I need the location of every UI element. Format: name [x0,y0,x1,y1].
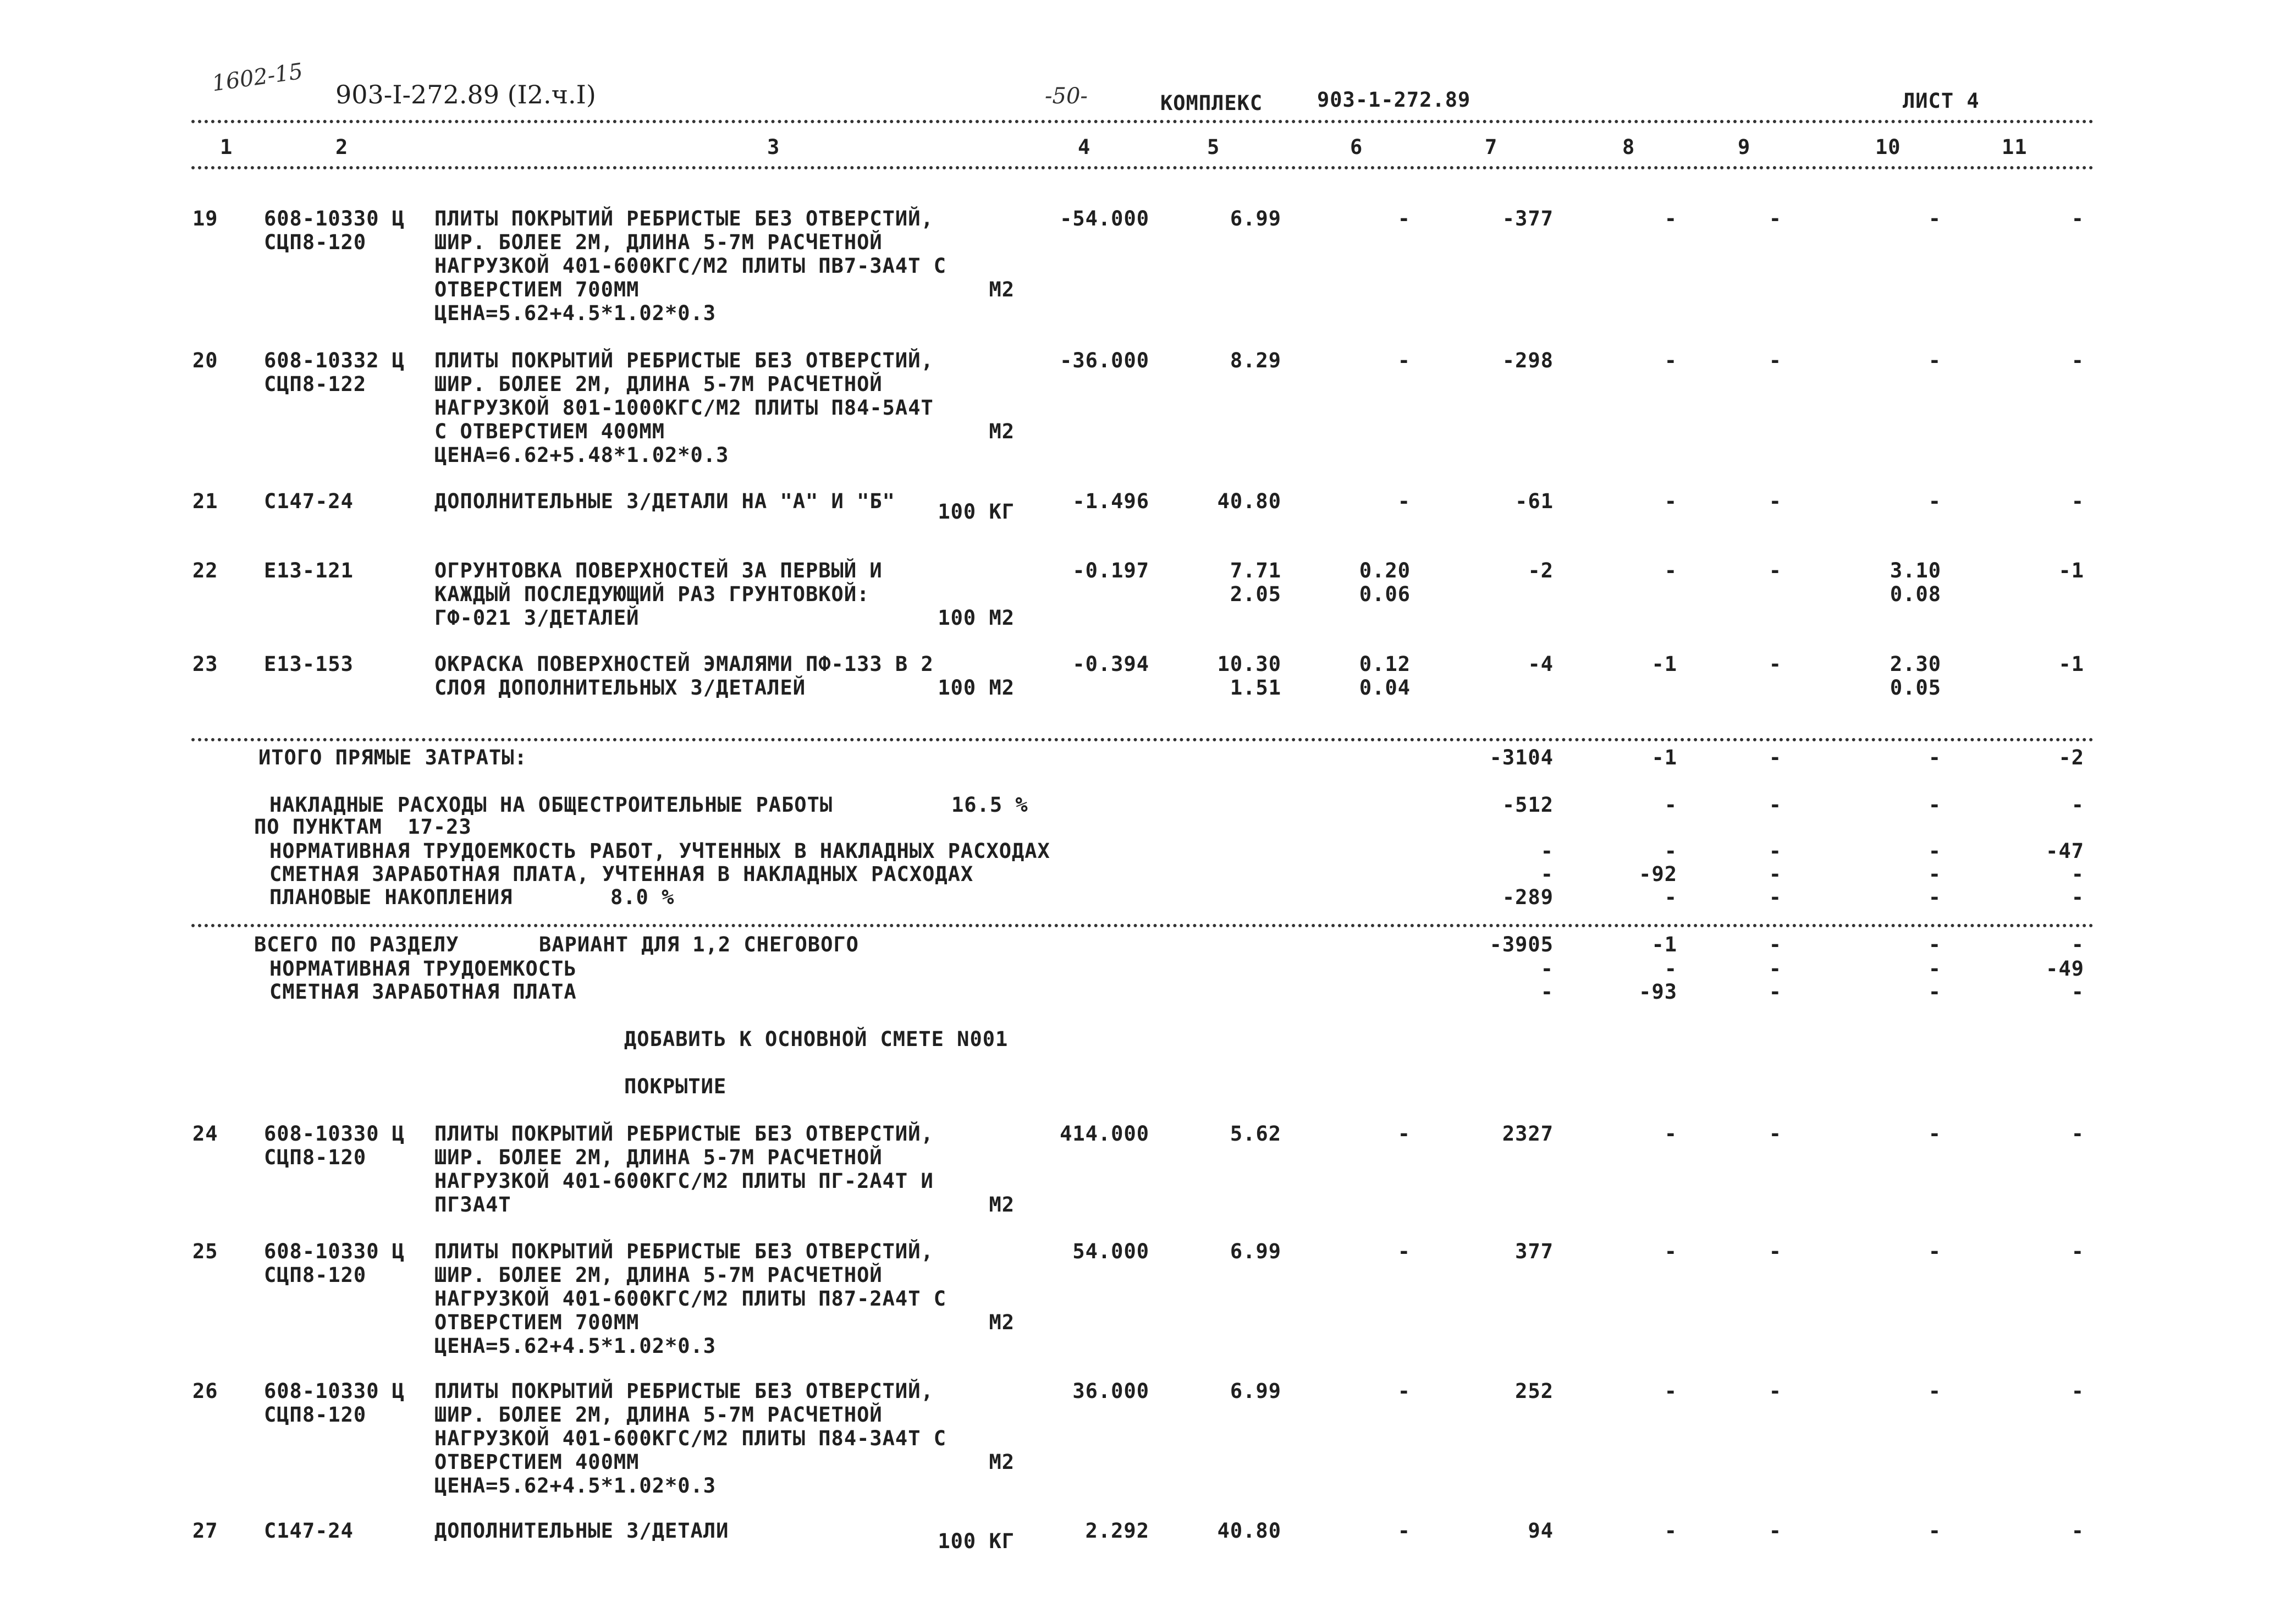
price-code-secondary: СЦП8-120 [264,230,367,254]
total-norm-labor-c11: -47 [2046,839,2084,863]
doc-code: 903-I-272.89 (I2.ч.I) [335,80,596,109]
price-code: Е13-121 [264,559,354,582]
total-section-labor-c10: - [1928,957,1941,981]
total-norm-labor-c10: - [1928,839,1941,863]
total-section-labor-c11: -49 [2046,957,2084,981]
description-line: СЛОЯ ДОПОЛНИТЕЛЬНЫХ З/ДЕТАЛЕЙ [434,676,806,700]
description-line: НАГРУЗКОЙ 401-600КГС/М2 ПЛИТЫ П84-3А4Т С [434,1427,947,1450]
total-section-wage-c11: - [2071,980,2084,1004]
price-code-secondary: СЦП8-120 [264,1403,367,1427]
row-number: 24 [192,1122,218,1146]
total-section-wage-c7: - [1540,980,1554,1004]
cell-c6: 0.20 [1359,559,1411,582]
column-header-10: 10 [1875,135,1901,159]
unit-of-measure: 100 М2 [938,676,1015,700]
price-code: 608-10332 Ц [264,349,405,372]
description-line: ГФ-021 З/ДЕТАЛЕЙ [434,606,640,630]
cell-c9: - [1769,652,1782,676]
description-line: ЦЕНА=5.62+4.5*1.02*0.3 [434,1474,717,1498]
cell-c6: - [1397,489,1411,513]
total-section-c10: - [1928,933,1941,956]
price-code: С147-24 [264,1519,354,1543]
column-header-4: 4 [1078,135,1091,159]
price-code: С147-24 [264,489,354,513]
cell-c6: - [1397,207,1411,230]
row-number: 25 [192,1240,218,1263]
add-subtitle: ПОКРЫТИЕ [624,1075,727,1098]
cell-c4: -54.000 [1060,207,1149,230]
cell-c8: - [1664,1379,1677,1403]
cell-c7: 252 [1515,1379,1554,1403]
cell-c9: - [1769,1240,1782,1263]
cell-c4: -36.000 [1060,349,1149,372]
section-labor-label: НОРМАТИВНАЯ ТРУДОЕМКОСТЬ [269,957,577,981]
cell-c9: - [1769,1122,1782,1146]
column-header-6: 6 [1350,135,1363,159]
cell-c7: -298 [1502,349,1554,372]
total-norm-labor-c8: - [1664,839,1677,863]
description-line: НАГРУЗКОЙ 401-600КГС/М2 ПЛИТЫ П87-2А4Т С [434,1287,947,1311]
cell-c6: - [1397,1240,1411,1263]
overhead-label: НАКЛАДНЫЕ РАСХОДЫ НА ОБЩЕСТРОИТЕЛЬНЫЕ РАБОТЫ [269,793,833,817]
unit-of-measure: 100 КГ [938,1529,1015,1553]
total-wage-c7: - [1540,862,1554,886]
cell-c8: - [1664,489,1677,513]
planned-label: ПЛАНОВЫЕ НАКОПЛЕНИЯ [269,885,513,909]
total-section-c7: -3905 [1489,933,1554,956]
cell-c6-second: 0.06 [1359,582,1411,606]
price-code: Е13-153 [264,652,354,676]
cell-c8: - [1664,207,1677,230]
unit-of-measure: М2 [989,420,1015,443]
description-line: ПЛИТЫ ПОКРЫТИЙ РЕБРИСТЫЕ БЕЗ ОТВЕРСТИЙ, [434,1240,934,1263]
overhead-items: ПО ПУНКТАМ 17-23 [254,815,472,839]
total-overhead-c10: - [1928,793,1941,817]
total-section-wage-c10: - [1928,980,1941,1004]
cell-c4: -0.394 [1072,652,1149,676]
norm-labor-label: НОРМАТИВНАЯ ТРУДОЕМКОСТЬ РАБОТ, УЧТЕННЫХ В НАКЛАДНЫХ РАСХОДАХ [269,839,1050,863]
row-number: 19 [192,207,218,230]
planned-pct: 8.0 % [610,885,675,909]
cell-c11: -1 [2058,652,2084,676]
total-wage-c11: - [2071,862,2084,886]
cell-c5: 6.99 [1230,207,1281,230]
total-section-wage-c8: -93 [1639,980,1677,1004]
description-line: ШИР. БОЛЕЕ 2М, ДЛИНА 5-7М РАСЧЕТНОЙ [434,230,883,254]
cell-c5: 10.30 [1217,652,1281,676]
header-rule-bottom [191,166,2094,169]
description-line: ОТВЕРСТИЕМ 400ММ [434,1450,640,1474]
cell-c7: 94 [1528,1519,1554,1543]
unit-of-measure: 100 М2 [938,606,1015,630]
cell-c6: - [1397,1519,1411,1543]
cell-c8: - [1664,1122,1677,1146]
unit-of-measure: 100 КГ [938,500,1015,524]
price-code: 608-10330 Ц [264,1240,405,1263]
price-code: 608-10330 Ц [264,207,405,230]
row-number: 27 [192,1519,218,1543]
cell-c8: - [1664,559,1677,582]
column-header-8: 8 [1622,135,1635,159]
price-code: 608-10330 Ц [264,1379,405,1403]
column-header-7: 7 [1485,135,1498,159]
header-rule-top [191,120,2094,123]
section-total-label: ВСЕГО ПО РАЗДЕЛУ [254,933,459,956]
cell-c5: 7.71 [1230,559,1281,582]
total-direct-c7: -3104 [1489,746,1554,769]
cell-c6: 0.12 [1359,652,1411,676]
description-line: ОГРУНТОВКА ПОВЕРХНОСТЕЙ ЗА ПЕРВЫЙ И [434,559,883,582]
cell-c5: 40.80 [1217,489,1281,513]
description-line: ШИР. БОЛЕЕ 2М, ДЛИНА 5-7М РАСЧЕТНОЙ [434,1146,883,1169]
unit-of-measure: М2 [989,1311,1015,1334]
total-section-labor-c9: - [1769,957,1782,981]
total-section-labor-c8: - [1664,957,1677,981]
section-variant: ВАРИАНТ ДЛЯ 1,2 СНЕГОВОГО [539,933,859,956]
cell-c7: -2 [1528,559,1554,582]
cell-c6: - [1397,1122,1411,1146]
cell-c10: - [1928,489,1941,513]
description-line: ПЛИТЫ ПОКРЫТИЙ РЕБРИСТЫЕ БЕЗ ОТВЕРСТИЙ, [434,207,934,230]
wage-label: СМЕТНАЯ ЗАРАБОТНАЯ ПЛАТА, УЧТЕННАЯ В НАКЛАДНЫХ РАСХОДАХ [269,862,974,886]
cell-c4: -0.197 [1072,559,1149,582]
total-wage-c8: -92 [1639,862,1677,886]
cell-c8: - [1664,1240,1677,1263]
cell-c5: 40.80 [1217,1519,1281,1543]
description-line: ПГ3А4Т [434,1193,511,1216]
total-wage-c10: - [1928,862,1941,886]
column-header-5: 5 [1207,135,1220,159]
cell-c6: - [1397,1379,1411,1403]
cell-c4: 2.292 [1085,1519,1149,1543]
unit-of-measure: М2 [989,1193,1015,1216]
section-wage-label: СМЕТНАЯ ЗАРАБОТНАЯ ПЛАТА [269,980,577,1004]
total-section-c11: - [2071,933,2084,956]
price-code: 608-10330 Ц [264,1122,405,1146]
cell-c7: -377 [1502,207,1554,230]
column-header-2: 2 [335,135,349,159]
description-line: НАГРУЗКОЙ 801-1000КГС/М2 ПЛИТЫ П84-5А4Т [434,396,934,420]
description-line: ШИР. БОЛЕЕ 2М, ДЛИНА 5-7М РАСЧЕТНОЙ [434,1403,883,1427]
total-overhead-c11: - [2071,793,2084,817]
cell-c10: - [1928,207,1941,230]
description-line: ОТВЕРСТИЕМ 700ММ [434,278,640,301]
total-section-labor-c7: - [1540,957,1554,981]
column-header-11: 11 [2002,135,2028,159]
description-line: КАЖДЫЙ ПОСЛЕДУЮЩИЙ РАЗ ГРУНТОВКОЙ: [434,582,870,606]
cell-c10: - [1928,1122,1941,1146]
description-line: ПЛИТЫ ПОКРЫТИЙ РЕБРИСТЫЕ БЕЗ ОТВЕРСТИЙ, [434,349,934,372]
price-code-secondary: СЦП8-120 [264,1146,367,1169]
cell-c10-second: 0.05 [1890,676,1941,700]
unit-of-measure: М2 [989,1450,1015,1474]
description-line: ЦЕНА=5.62+4.5*1.02*0.3 [434,1334,717,1358]
cell-c8: -1 [1651,652,1677,676]
cell-c4: -1.496 [1072,489,1149,513]
description-line: ОТВЕРСТИЕМ 700ММ [434,1311,640,1334]
cell-c5-second: 2.05 [1230,582,1281,606]
cell-c5: 8.29 [1230,349,1281,372]
complex-code: 903-1-272.89 [1317,88,1471,112]
total-section-c9: - [1769,933,1782,956]
direct-costs-label: ИТОГО ПРЯМЫЕ ЗАТРАТЫ: [258,746,527,769]
overhead-pct: 16.5 % [951,793,1028,817]
cell-c9: - [1769,1519,1782,1543]
column-header-3: 3 [767,135,780,159]
cell-c9: - [1769,559,1782,582]
add-title: ДОБАВИТЬ К ОСНОВНОЙ СМЕТЕ N001 [624,1027,1009,1051]
description-line: ШИР. БОЛЕЕ 2М, ДЛИНА 5-7М РАСЧЕТНОЙ [434,372,883,396]
cell-c10: - [1928,1379,1941,1403]
totals-rule-top [191,738,2094,741]
row-number: 26 [192,1379,218,1403]
cell-c5: 5.62 [1230,1122,1281,1146]
cell-c11: - [2071,207,2084,230]
price-code-secondary: СЦП8-122 [264,372,367,396]
cell-c10: - [1928,349,1941,372]
cell-c4: 54.000 [1072,1240,1149,1263]
column-header-9: 9 [1738,135,1751,159]
total-wage-c9: - [1769,862,1782,886]
description-line: ПЛИТЫ ПОКРЫТИЙ РЕБРИСТЫЕ БЕЗ ОТВЕРСТИЙ, [434,1122,934,1146]
cell-c8: - [1664,1519,1677,1543]
total-direct-c11: -2 [2058,746,2084,769]
cell-c8: - [1664,349,1677,372]
row-number: 23 [192,652,218,676]
cell-c11: - [2071,1379,2084,1403]
description-line: НАГРУЗКОЙ 401-600КГС/М2 ПЛИТЫ ПГ-2А4Т И [434,1169,934,1193]
column-header-1: 1 [220,135,233,159]
total-direct-c9: - [1769,746,1782,769]
total-planned-c9: - [1769,885,1782,909]
total-planned-c7: -289 [1502,885,1554,909]
cell-c7: 2327 [1502,1122,1554,1146]
description-line: ШИР. БОЛЕЕ 2М, ДЛИНА 5-7М РАСЧЕТНОЙ [434,1263,883,1287]
totals-rule-mid [191,924,2094,927]
cell-c11: - [2071,489,2084,513]
cell-c4: 414.000 [1060,1122,1149,1146]
cell-c10: - [1928,1240,1941,1263]
cell-c6-second: 0.04 [1359,676,1411,700]
row-number: 20 [192,349,218,372]
total-norm-labor-c7: - [1540,839,1554,863]
cell-c11: - [2071,1240,2084,1263]
total-planned-c8: - [1664,885,1677,909]
description-line: ДОПОЛНИТЕЛЬНЫЕ З/ДЕТАЛИ НА "А" И "Б" [434,489,895,513]
total-overhead-c8: - [1664,793,1677,817]
description-line: ЦЕНА=5.62+4.5*1.02*0.3 [434,301,717,325]
cell-c10-second: 0.08 [1890,582,1941,606]
total-norm-labor-c9: - [1769,839,1782,863]
total-direct-c10: - [1928,746,1941,769]
cell-c6: - [1397,349,1411,372]
cell-c11: -1 [2058,559,2084,582]
cell-c4: 36.000 [1072,1379,1149,1403]
cell-c5-second: 1.51 [1230,676,1281,700]
cell-c5: 6.99 [1230,1379,1281,1403]
cell-c9: - [1769,1379,1782,1403]
description-line: ЦЕНА=6.62+5.48*1.02*0.3 [434,443,729,467]
description-line: ПЛИТЫ ПОКРЫТИЙ РЕБРИСТЫЕ БЕЗ ОТВЕРСТИЙ, [434,1379,934,1403]
description-line: ДОПОЛНИТЕЛЬНЫЕ З/ДЕТАЛИ [434,1519,729,1543]
sheet-number: ЛИСТ 4 [1903,89,1980,113]
page-mark: -50- [1045,84,1088,109]
complex-label: КОМПЛЕКС [1160,91,1263,115]
cell-c7: -61 [1515,489,1554,513]
cell-c11: - [2071,1519,2084,1543]
total-planned-c11: - [2071,885,2084,909]
description-line: НАГРУЗКОЙ 401-600КГС/М2 ПЛИТЫ ПВ7-3А4Т С [434,254,947,278]
cell-c9: - [1769,207,1782,230]
cell-c9: - [1769,349,1782,372]
cell-c7: 377 [1515,1240,1554,1263]
cell-c10: - [1928,1519,1941,1543]
total-planned-c10: - [1928,885,1941,909]
cell-c11: - [2071,349,2084,372]
cell-c10: 2.30 [1890,652,1941,676]
unit-of-measure: М2 [989,278,1015,301]
cell-c9: - [1769,489,1782,513]
cell-c7: -4 [1528,652,1554,676]
description-line: С ОТВЕРСТИЕМ 400ММ [434,420,665,443]
handwritten-mark: 1602-15 [210,58,305,97]
row-number: 21 [192,489,218,513]
total-overhead-c9: - [1769,793,1782,817]
price-code-secondary: СЦП8-120 [264,1263,367,1287]
total-overhead-c7: -512 [1502,793,1554,817]
total-section-wage-c9: - [1769,980,1782,1004]
total-section-c8: -1 [1651,933,1677,956]
cell-c5: 6.99 [1230,1240,1281,1263]
total-direct-c8: -1 [1651,746,1677,769]
cell-c10: 3.10 [1890,559,1941,582]
row-number: 22 [192,559,218,582]
description-line: ОКРАСКА ПОВЕРХНОСТЕЙ ЭМАЛЯМИ ПФ-133 В 2 [434,652,934,676]
cell-c11: - [2071,1122,2084,1146]
